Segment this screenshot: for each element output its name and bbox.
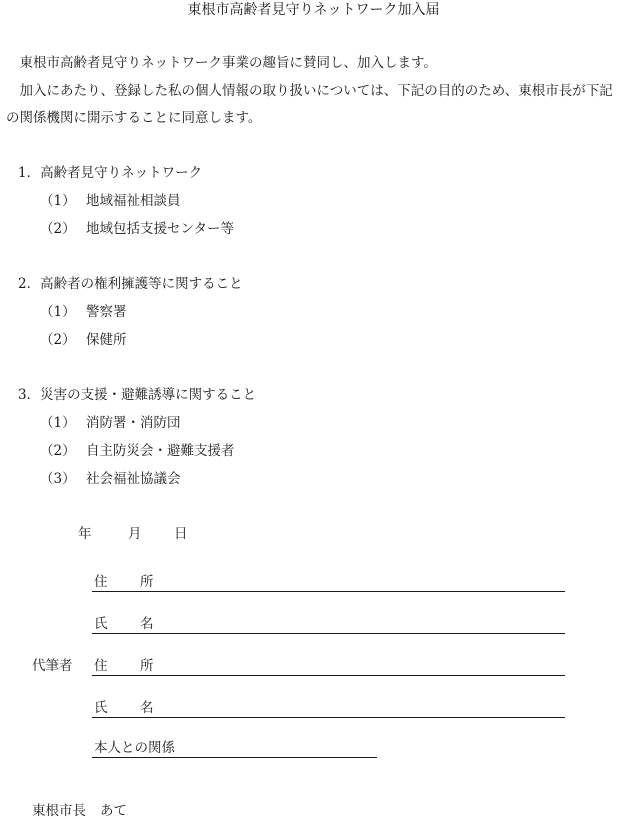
proxy-name-label-2: 名 (140, 700, 154, 716)
item-number: （1） (40, 415, 76, 431)
name-label-1: 氏 (94, 616, 108, 632)
item-text: 警察署 (86, 304, 127, 320)
relationship-label: 本人との関係 (94, 740, 175, 756)
list-item (40, 195, 181, 209)
paragraph-consent: 東根市高齢者見守りネットワーク事業の趣旨に賛同し、加入します。 (19, 55, 437, 71)
date-day-label: 日 (174, 526, 188, 542)
relationship-input-line[interactable] (92, 757, 377, 758)
list-item (40, 417, 181, 431)
paragraph-privacy: 加入にあたり、登録した私の個人情報の取り扱いについては、下記の目的のため、東根市長が下記の関係機関に開示することに同意します。 (6, 82, 613, 126)
proxy-address-label-1: 住 (94, 658, 108, 674)
proxy-address-label-2: 所 (140, 658, 154, 674)
list-item (40, 306, 127, 320)
date-year-label: 年 (78, 526, 92, 542)
intro-paragraphs (6, 50, 624, 133)
item-number: （3） (40, 471, 76, 487)
item-text: 自主防災会・避難支援者 (86, 443, 235, 459)
document-title: 東根市高齢者見守りネットワーク加入届 (187, 2, 440, 18)
item-text: 消防署・消防団 (86, 415, 181, 431)
address-label-2: 所 (140, 574, 154, 590)
section-heading-3: 3．災害の支援・避難誘導に関すること (18, 387, 257, 403)
proxy-name-label-1: 氏 (94, 700, 108, 716)
addressee-suffix: あて (100, 803, 127, 819)
item-number: （2） (40, 332, 76, 348)
proxy-label: 代筆者 (32, 658, 73, 674)
item-text: 保健所 (86, 332, 127, 348)
section-heading-2: 2．高齢者の権利擁護等に関すること (18, 276, 243, 292)
address-input-line[interactable] (92, 591, 565, 592)
list-item (40, 445, 235, 459)
date-month-label: 月 (128, 526, 142, 542)
item-number: （1） (40, 193, 76, 209)
item-number: （2） (40, 443, 76, 459)
item-text: 地域福祉相談員 (86, 193, 181, 209)
proxy-name-input-line[interactable] (92, 717, 565, 718)
section-heading-1: 1．高齢者見守りネットワーク (18, 165, 203, 181)
proxy-address-input-line[interactable] (92, 675, 565, 676)
item-text: 地域包括支援センター等 (86, 221, 234, 237)
item-number: （1） (40, 304, 76, 320)
name-label-2: 名 (140, 616, 154, 632)
item-number: （2） (40, 221, 76, 237)
addressee-name: 東根市長 (32, 803, 86, 819)
item-text: 社会福祉協議会 (86, 471, 181, 487)
address-label-1: 住 (94, 574, 108, 590)
addressee (32, 805, 127, 819)
list-item (40, 223, 234, 237)
list-item (40, 473, 181, 487)
name-input-line[interactable] (92, 633, 565, 634)
list-item (40, 334, 127, 348)
